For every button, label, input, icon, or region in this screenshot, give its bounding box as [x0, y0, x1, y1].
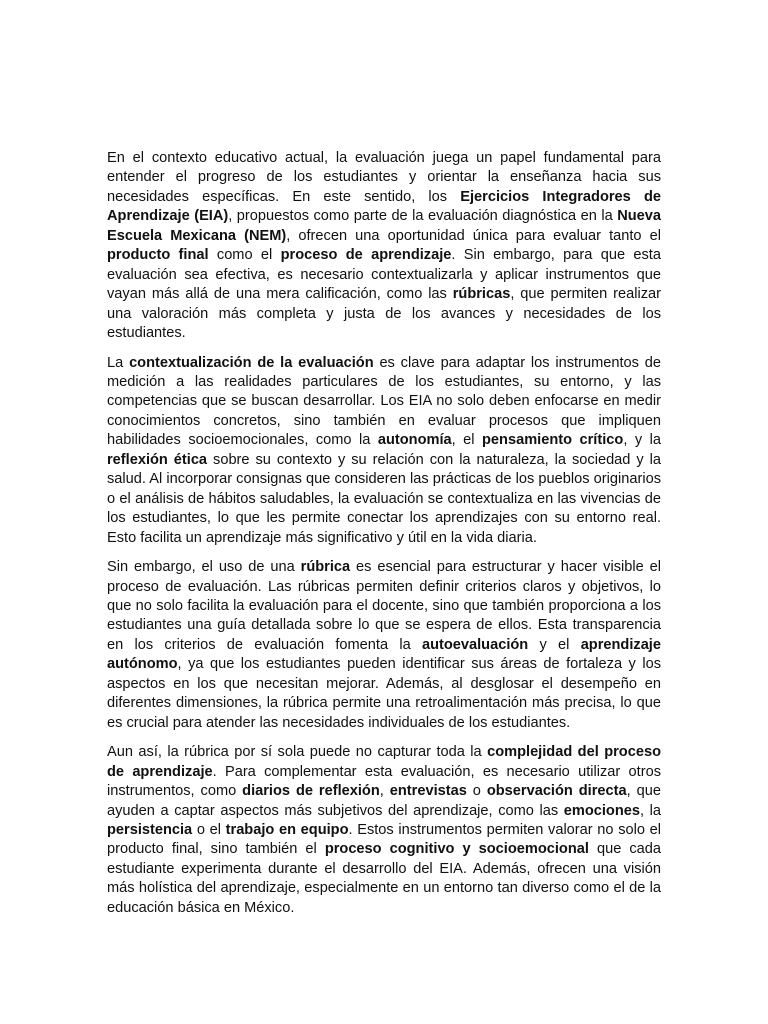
- paragraph-other-instruments: [107, 743, 661, 918]
- text-run: sobre su contexto y su relación con la naturaleza, la sociedad y la salud. Al incorporar consignas que consideren las prácticas de los pueblos originarios o el análisis de hábitos saludables, la evaluación se contextualiza en las vivencias de los estudiantes, lo que les permite conectar los aprendizajes con su entorno real. Esto facilita un aprendizaje más significativo y útil en la vida diaria.: [107, 451, 661, 546]
- text-run: , propuestos como parte de la evaluación diagnóstica en la: [228, 208, 618, 225]
- text-run: , ofrecen una oportunidad única para evaluar tanto el: [286, 227, 661, 244]
- text-run: . Sin embargo, para que esta evaluación sea efectiva, es necesario contextualizarla y aplicar instrumentos que vayan más allá de una mera calificación, como las: [107, 247, 661, 303]
- text-run: que cada estudiante experimenta durante el desarrollo del EIA. Además, ofrecen una visión más holística del aprendizaje, especialmente en un entorno tan diverso como el de la educación básica en México.: [107, 841, 661, 916]
- text-run: es esencial para estructurar y hacer visible el proceso de evaluación. Las rúbricas permiten definir criterios claros y objetivos, lo que no solo facilita la evaluación para el docente, sino que también proporciona a los estudiantes una guía detallada sobre lo que se espera de ellos. Esta transparencia en los criterios de evaluación fomenta la: [107, 559, 661, 653]
- text-run: ,: [379, 783, 390, 800]
- bold-term: aprendizaje autónomo: [107, 636, 661, 673]
- document-body: [107, 149, 661, 918]
- text-run: La: [107, 354, 130, 371]
- text-run: Aun así, la rúbrica por sí sola puede no capturar toda la: [107, 744, 488, 761]
- text-run: En el contexto educativo actual, la evaluación juega un papel fundamental para entender el progreso de los estudiantes y orientar la enseñanza hacia sus necesidades específicas. En este sentido, los: [107, 150, 661, 205]
- text-run: , que ayuden a captar aspectos más subjetivos del aprendizaje, como las: [107, 783, 661, 819]
- bold-term: persistencia: [107, 821, 193, 838]
- text-run: . Para complementar esta evaluación, es necesario utilizar otros instrumentos, como: [107, 763, 661, 800]
- text-run: es clave para adaptar los instrumentos de medición a las realidades particulares de los estudiantes, su entorno, y las competencias que se buscan desarrollar. Los EIA no solo deben enfocarse en medir conocimientos concretos, sino también en evaluar procesos que impliquen habilidades socioemocionales, como la: [107, 354, 661, 449]
- paragraph-contextualization: [107, 354, 661, 549]
- bold-term: rúbrica: [300, 559, 351, 576]
- text-run: y el: [528, 636, 581, 653]
- bold-term: observación directa: [486, 783, 627, 800]
- bold-term: rúbricas: [452, 286, 511, 303]
- bold-term: producto final: [107, 247, 209, 264]
- text-run: , y la: [623, 432, 661, 449]
- text-run: o el: [192, 821, 226, 838]
- bold-term: Nueva Escuela Mexicana (NEM): [107, 208, 661, 244]
- text-run: como el: [208, 247, 281, 264]
- bold-term: reflexión ética: [107, 451, 208, 468]
- text-run: Sin embargo, el uso de una: [107, 559, 301, 576]
- bold-term: proceso de aprendizaje: [280, 247, 452, 264]
- bold-term: complejidad del proceso de aprendizaje: [107, 744, 661, 780]
- text-run: . Estos instrumentos permiten valorar no solo el producto final, sino también el: [107, 821, 661, 858]
- paragraph-rubric: [107, 558, 661, 733]
- text-run: o: [466, 783, 487, 800]
- bold-term: autoevaluación: [421, 636, 529, 653]
- text-run: , que permiten realizar una valoración más completa y justa de los avances y necesidades de los estudiantes.: [107, 286, 661, 342]
- bold-term: proceso cognitivo y socioemocional: [324, 841, 589, 858]
- bold-term: emociones: [563, 802, 640, 819]
- text-run: , la: [639, 802, 661, 819]
- bold-term: pensamiento crítico: [482, 432, 624, 449]
- bold-term: diarios de reflexión: [242, 783, 380, 800]
- text-run: , el: [451, 432, 483, 449]
- bold-term: autonomía: [377, 432, 452, 449]
- paragraph-intro: [107, 149, 661, 344]
- bold-term: trabajo en equipo: [225, 821, 349, 838]
- bold-term: entrevistas: [389, 783, 467, 800]
- bold-term: contextualización de la evaluación: [129, 354, 374, 371]
- bold-term: Ejercicios Integradores de Aprendizaje (EIA): [107, 188, 661, 225]
- text-run: , ya que los estudiantes pueden identificar sus áreas de fortaleza y los aspectos en los que necesitan mejorar. Además, al desglosar el desempeño en diferentes dimensiones, la rúbrica permite una retroalimentación más precisa, lo que es crucial para atender las necesidades individuales de los estudiantes.: [107, 656, 661, 731]
